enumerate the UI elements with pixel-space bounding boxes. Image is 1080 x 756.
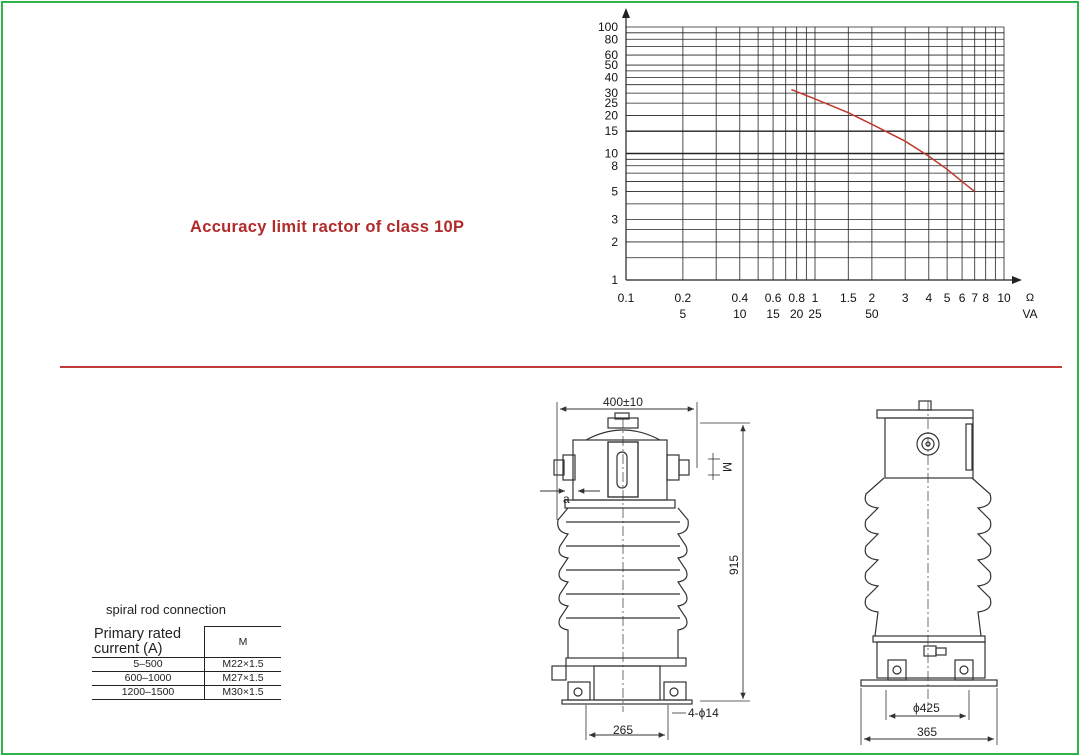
y-tick-label: 3: [611, 212, 618, 227]
x-tick-label-va: 15: [766, 307, 780, 321]
x-tick-label-ohm: 4: [925, 291, 933, 305]
x-tick-label-ohm: 6: [958, 291, 966, 305]
dim-base-side-label: 365: [917, 725, 938, 739]
x-tick-label-va: 10: [733, 307, 747, 321]
cell-m: M27×1.5: [205, 671, 282, 685]
cell-current: 5–500: [92, 657, 205, 671]
cell-current: 1200–1500: [92, 685, 205, 699]
side-view: [861, 401, 997, 745]
dim-bolt-circle-label: ϕ425: [913, 701, 940, 715]
x-tick-label-va: 5: [679, 307, 687, 321]
y-tick-label: 2: [611, 234, 618, 249]
x-tick-label-ohm: 0.8: [788, 291, 806, 305]
x-tick-label-ohm: 8: [982, 291, 990, 305]
x-tick-label-ohm: 0.1: [617, 291, 635, 305]
y-tick-label: 15: [604, 124, 618, 139]
x-tick-label-ohm: 3: [901, 291, 909, 305]
x-tick-label-ohm: 10: [997, 291, 1011, 305]
chart-grid: [626, 27, 1004, 280]
dim-m-label: M: [720, 462, 734, 472]
cell-current: 600–1000: [92, 671, 205, 685]
front-view: [540, 402, 750, 740]
y-tick-label: 10: [604, 146, 618, 161]
header-m: M: [205, 627, 282, 658]
dim-height-label: 915: [727, 554, 741, 575]
x-tick-label-ohm: 1: [811, 291, 819, 305]
x-tick-label-ohm: 5: [943, 291, 951, 305]
y-tick-label: 50: [604, 58, 618, 73]
table-caption: spiral rod connection: [106, 602, 226, 617]
dim-width-label: 400±10: [603, 395, 643, 409]
accuracy-limit-chart: [0, 0, 1080, 340]
dim-base-label: 265: [613, 723, 634, 737]
y-tick-label: 100: [597, 20, 618, 34]
x-unit-va: VA: [1022, 307, 1038, 321]
table-row: [92, 685, 281, 699]
x-tick-label-ohm: 2: [868, 291, 876, 305]
cell-m: M22×1.5: [205, 657, 282, 671]
header-current: Primary rated current (A): [92, 627, 205, 658]
x-tick-label-va: 20: [790, 307, 804, 321]
dim-holes-label: 4-ϕ14: [688, 706, 719, 720]
x-unit-ohm: Ω: [1025, 292, 1035, 304]
y-tick-label: 8: [611, 158, 618, 173]
y-tick-label: 30: [604, 86, 618, 101]
cell-m: M30×1.5: [205, 685, 282, 699]
x-tick-label-ohm: 7: [971, 291, 979, 305]
x-tick-label-ohm: 0.6: [764, 291, 782, 305]
y-tick-label: 60: [604, 48, 618, 63]
y-tick-label: 80: [604, 32, 618, 47]
x-tick-label-va: 25: [808, 307, 822, 321]
x-axis-arrow: [1012, 276, 1022, 284]
table-row: [92, 657, 281, 671]
y-tick-label: 40: [604, 70, 618, 85]
chart-title: Accuracy limit ractor of class 10P: [190, 218, 465, 236]
connection-table: [92, 626, 281, 700]
table-row: [92, 671, 281, 685]
section-divider: [60, 366, 1062, 368]
y-tick-label: 5: [611, 184, 618, 199]
x-tick-label-ohm: 1.5: [839, 291, 857, 305]
y-tick-label: 20: [604, 108, 618, 123]
y-tick-label: 25: [604, 96, 618, 111]
x-tick-label-ohm: 0.4: [731, 291, 749, 305]
y-axis-arrow: [622, 8, 630, 18]
dim-a-label: a: [563, 492, 570, 506]
x-tick-label-va: 50: [865, 307, 879, 321]
x-tick-label-ohm: 0.2: [674, 291, 692, 305]
y-tick-label: 1: [611, 273, 618, 287]
